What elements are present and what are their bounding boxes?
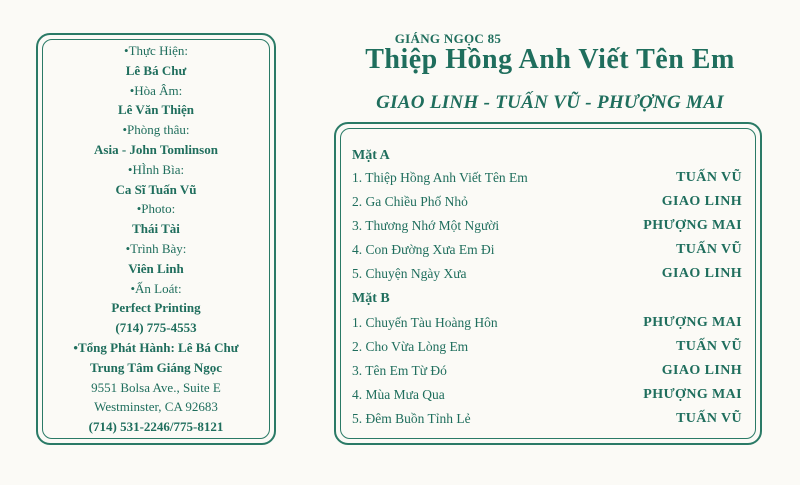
credit-value: (714) 531-2246/775-8121 [88,419,224,435]
credit-value: Asia - John Tomlinson [94,141,218,157]
track-singer: GIAO LINH [661,266,742,281]
credit-role: •Photo: [136,201,176,217]
track-title: 4. Mùa Mưa Qua [352,387,445,402]
side-a-heading: Mặt A [352,148,390,163]
credit-value: Lê Văn Thiện [117,102,195,118]
track-row [352,384,742,406]
track-singer: TUẤN VŨ [676,170,742,185]
side-b-heading: Mặt B [352,291,390,306]
track-singer: GIAO LINH [661,363,742,378]
credit-value: Westminster, CA 92683 [94,399,218,415]
credit-value: Thái Tài [132,221,180,237]
track-title: 5. Đêm Buồn Tỉnh Lẻ [352,411,471,426]
credit-value: Perfect Printing [111,300,201,316]
track-row [352,360,742,382]
album-code: GIÁNG NGỌC 85 [394,31,502,46]
track-row [352,312,742,334]
track-row [352,336,742,358]
track-title: 3. Tên Em Từ Đó [352,363,447,378]
track-singer: TUẤN VŨ [676,242,742,257]
track-title: 3. Thương Nhớ Một Người [352,218,500,233]
credit-value: 9551 Bolsa Ave., Suite E [91,379,221,395]
album-title: Thiệp Hồng Anh Viết Tên Em [365,44,735,75]
credit-role: •Hòa Âm: [129,82,183,98]
track-title: 1. Thiệp Hồng Anh Viết Tên Em [352,170,528,185]
track-singer: GIAO LINH [661,194,742,209]
track-singer: PHƯỢNG MAI [643,387,742,402]
track-title: 4. Con Đường Xưa Em Đi [352,242,495,257]
credit-role: •Thực Hiện: [124,43,188,58]
artists-line: GIAO LINH - TUẤN VŨ - PHƯỢNG MAI [376,92,724,113]
credits-list [38,41,274,437]
track-singer: TUẤN VŨ [676,339,742,354]
credit-role: •HÌnh Bìa: [127,161,185,177]
credit-role: •Phòng thâu: [122,122,190,138]
track-title: 2. Cho Vừa Lòng Em [352,339,469,354]
track-title: 2. Ga Chiều Phố Nhỏ [352,194,468,209]
track-singer: TUẤN VŨ [676,411,742,426]
track-row [352,239,742,261]
track-row [352,191,742,213]
credit-role: •Trình Bày: [125,240,187,256]
track-row [352,408,742,430]
track-row [352,263,742,285]
track-title: 5. Chuyện Ngày Xưa [352,266,467,281]
credits-panel [36,33,276,445]
credit-value: Ca Sĩ Tuấn Vũ [115,181,197,197]
track-title: 1. Chuyến Tàu Hoàng Hôn [352,315,498,330]
track-singer: PHƯỢNG MAI [643,315,742,330]
credit-value: Lê Bá Chư [125,62,187,78]
credit-role: •Ấn Loát: [130,280,182,296]
credit-value: Viên Linh [128,260,184,276]
track-row [352,215,742,237]
credit-value: (714) 775-4553 [115,320,197,336]
credit-value: •Tổng Phát Hành: Lê Bá Chư [73,339,239,355]
credit-value: Trung Tâm Giáng Ngọc [89,359,223,375]
track-singer: PHƯỢNG MAI [643,218,742,233]
track-row [352,167,742,189]
